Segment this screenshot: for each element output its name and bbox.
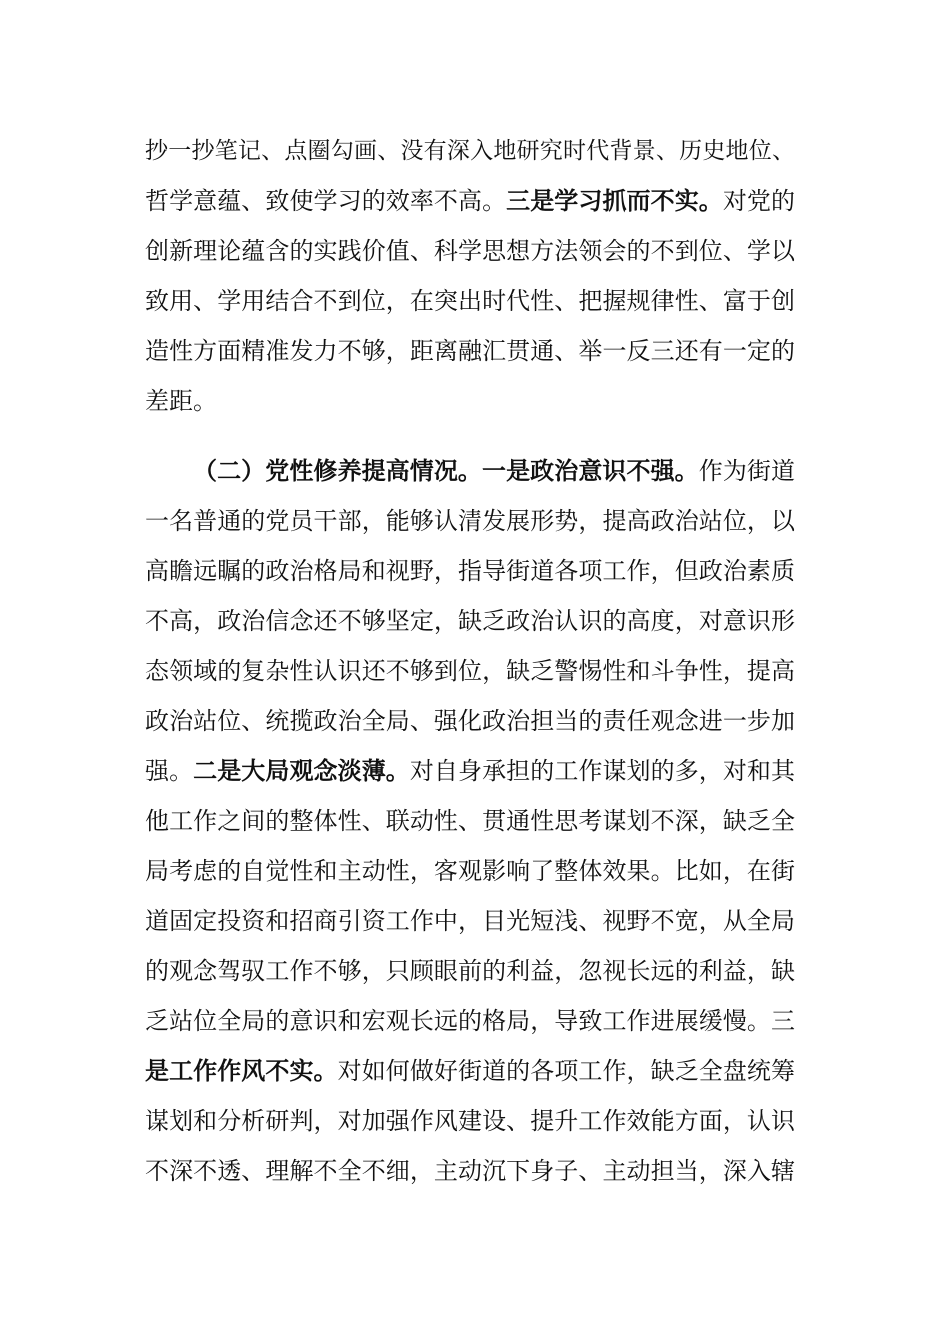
- text-run: 态领域的复杂性认识还不够到位，缺乏警惕性和斗争性，提高: [145, 657, 795, 685]
- text-run: 局考虑的自觉性和主动性，客观影响了整体效果。比如，在街: [145, 857, 795, 885]
- text-run: 哲学意蕴、致使学习的效率不高。: [145, 187, 507, 215]
- text-run: 谋划和分析研判，对加强作风建设、提升工作效能方面，认识: [145, 1107, 795, 1135]
- bold-text-run: 是工作作风不实。: [145, 1057, 338, 1085]
- text-run: 创新理论蕴含的实践价值、科学思想方法领会的不到位、学以: [145, 237, 795, 265]
- text-run: 的观念驾驭工作不够，只顾眼前的利益，忽视长远的利益，缺: [145, 957, 795, 985]
- text-line: [145, 896, 795, 946]
- text-line: [145, 226, 795, 276]
- text-line: [145, 1096, 795, 1146]
- text-line: [145, 696, 795, 746]
- text-line: [145, 746, 795, 796]
- text-run: 差距。: [145, 387, 217, 415]
- text-line: [145, 946, 795, 996]
- text-run: 高瞻远瞩的政治格局和视野，指导街道各项工作，但政治素质: [145, 557, 795, 585]
- text-line: [145, 126, 795, 176]
- text-run: 对如何做好街道的各项工作，缺乏全盘统筹: [337, 1057, 796, 1085]
- text-line: [145, 446, 795, 496]
- bold-text-run: 二是大局观念淡薄。: [193, 757, 410, 785]
- text-line: [145, 176, 795, 226]
- bold-text-run: （二）党性修养提高情况。: [193, 457, 482, 485]
- text-line: [145, 796, 795, 846]
- text-line: [145, 1146, 795, 1196]
- text-run: 对党的: [722, 187, 796, 215]
- text-line: [145, 646, 795, 696]
- paragraph-party-spirit: [145, 446, 795, 1196]
- paragraph-study-issues: [145, 126, 795, 426]
- bold-text-run: 三是学习抓而不实。: [506, 187, 723, 215]
- text-run: 他工作之间的整体性、联动性、贯通性思考谋划不深，缺乏全: [145, 807, 795, 835]
- text-run: 抄一抄笔记、点圈勾画、没有深入地研究时代背景、历史地位、: [145, 138, 795, 164]
- text-run: 强。: [145, 757, 194, 785]
- text-run: 造性方面精准发力不够，距离融汇贯通、举一反三还有一定的: [145, 337, 795, 365]
- text-line: [145, 846, 795, 896]
- text-run: 不深不透、理解不全不细，主动沉下身子、主动担当，深入辖: [145, 1157, 795, 1185]
- text-line: [145, 546, 795, 596]
- text-run: 作为街道: [698, 457, 795, 485]
- text-run: 不高，政治信念还不够坚定，缺乏政治认识的高度，对意识形: [145, 607, 795, 635]
- text-run: 道固定投资和招商引资工作中，目光短浅、视野不宽，从全局: [145, 907, 795, 935]
- text-line: [145, 276, 795, 326]
- bold-text-run: 一是政治意识不强。: [482, 457, 699, 485]
- text-line: [145, 376, 795, 426]
- text-line: [145, 996, 795, 1046]
- text-run: 致用、学用结合不到位，在突出时代性、把握规律性、富于创: [145, 287, 795, 315]
- text-line: [145, 496, 795, 546]
- text-line: [145, 326, 795, 376]
- text-run: 一名普通的党员干部，能够认清发展形势，提高政治站位，以: [145, 507, 795, 535]
- text-line: [145, 1046, 795, 1096]
- text-run: 对自身承担的工作谋划的多，对和其: [409, 757, 796, 785]
- text-line: [145, 596, 795, 646]
- text-run: 乏站位全局的意识和宏观长远的格局，导致工作进展缓慢。三: [145, 1007, 795, 1035]
- text-run: 政治站位、统揽政治全局、强化政治担当的责任观念进一步加: [145, 707, 795, 735]
